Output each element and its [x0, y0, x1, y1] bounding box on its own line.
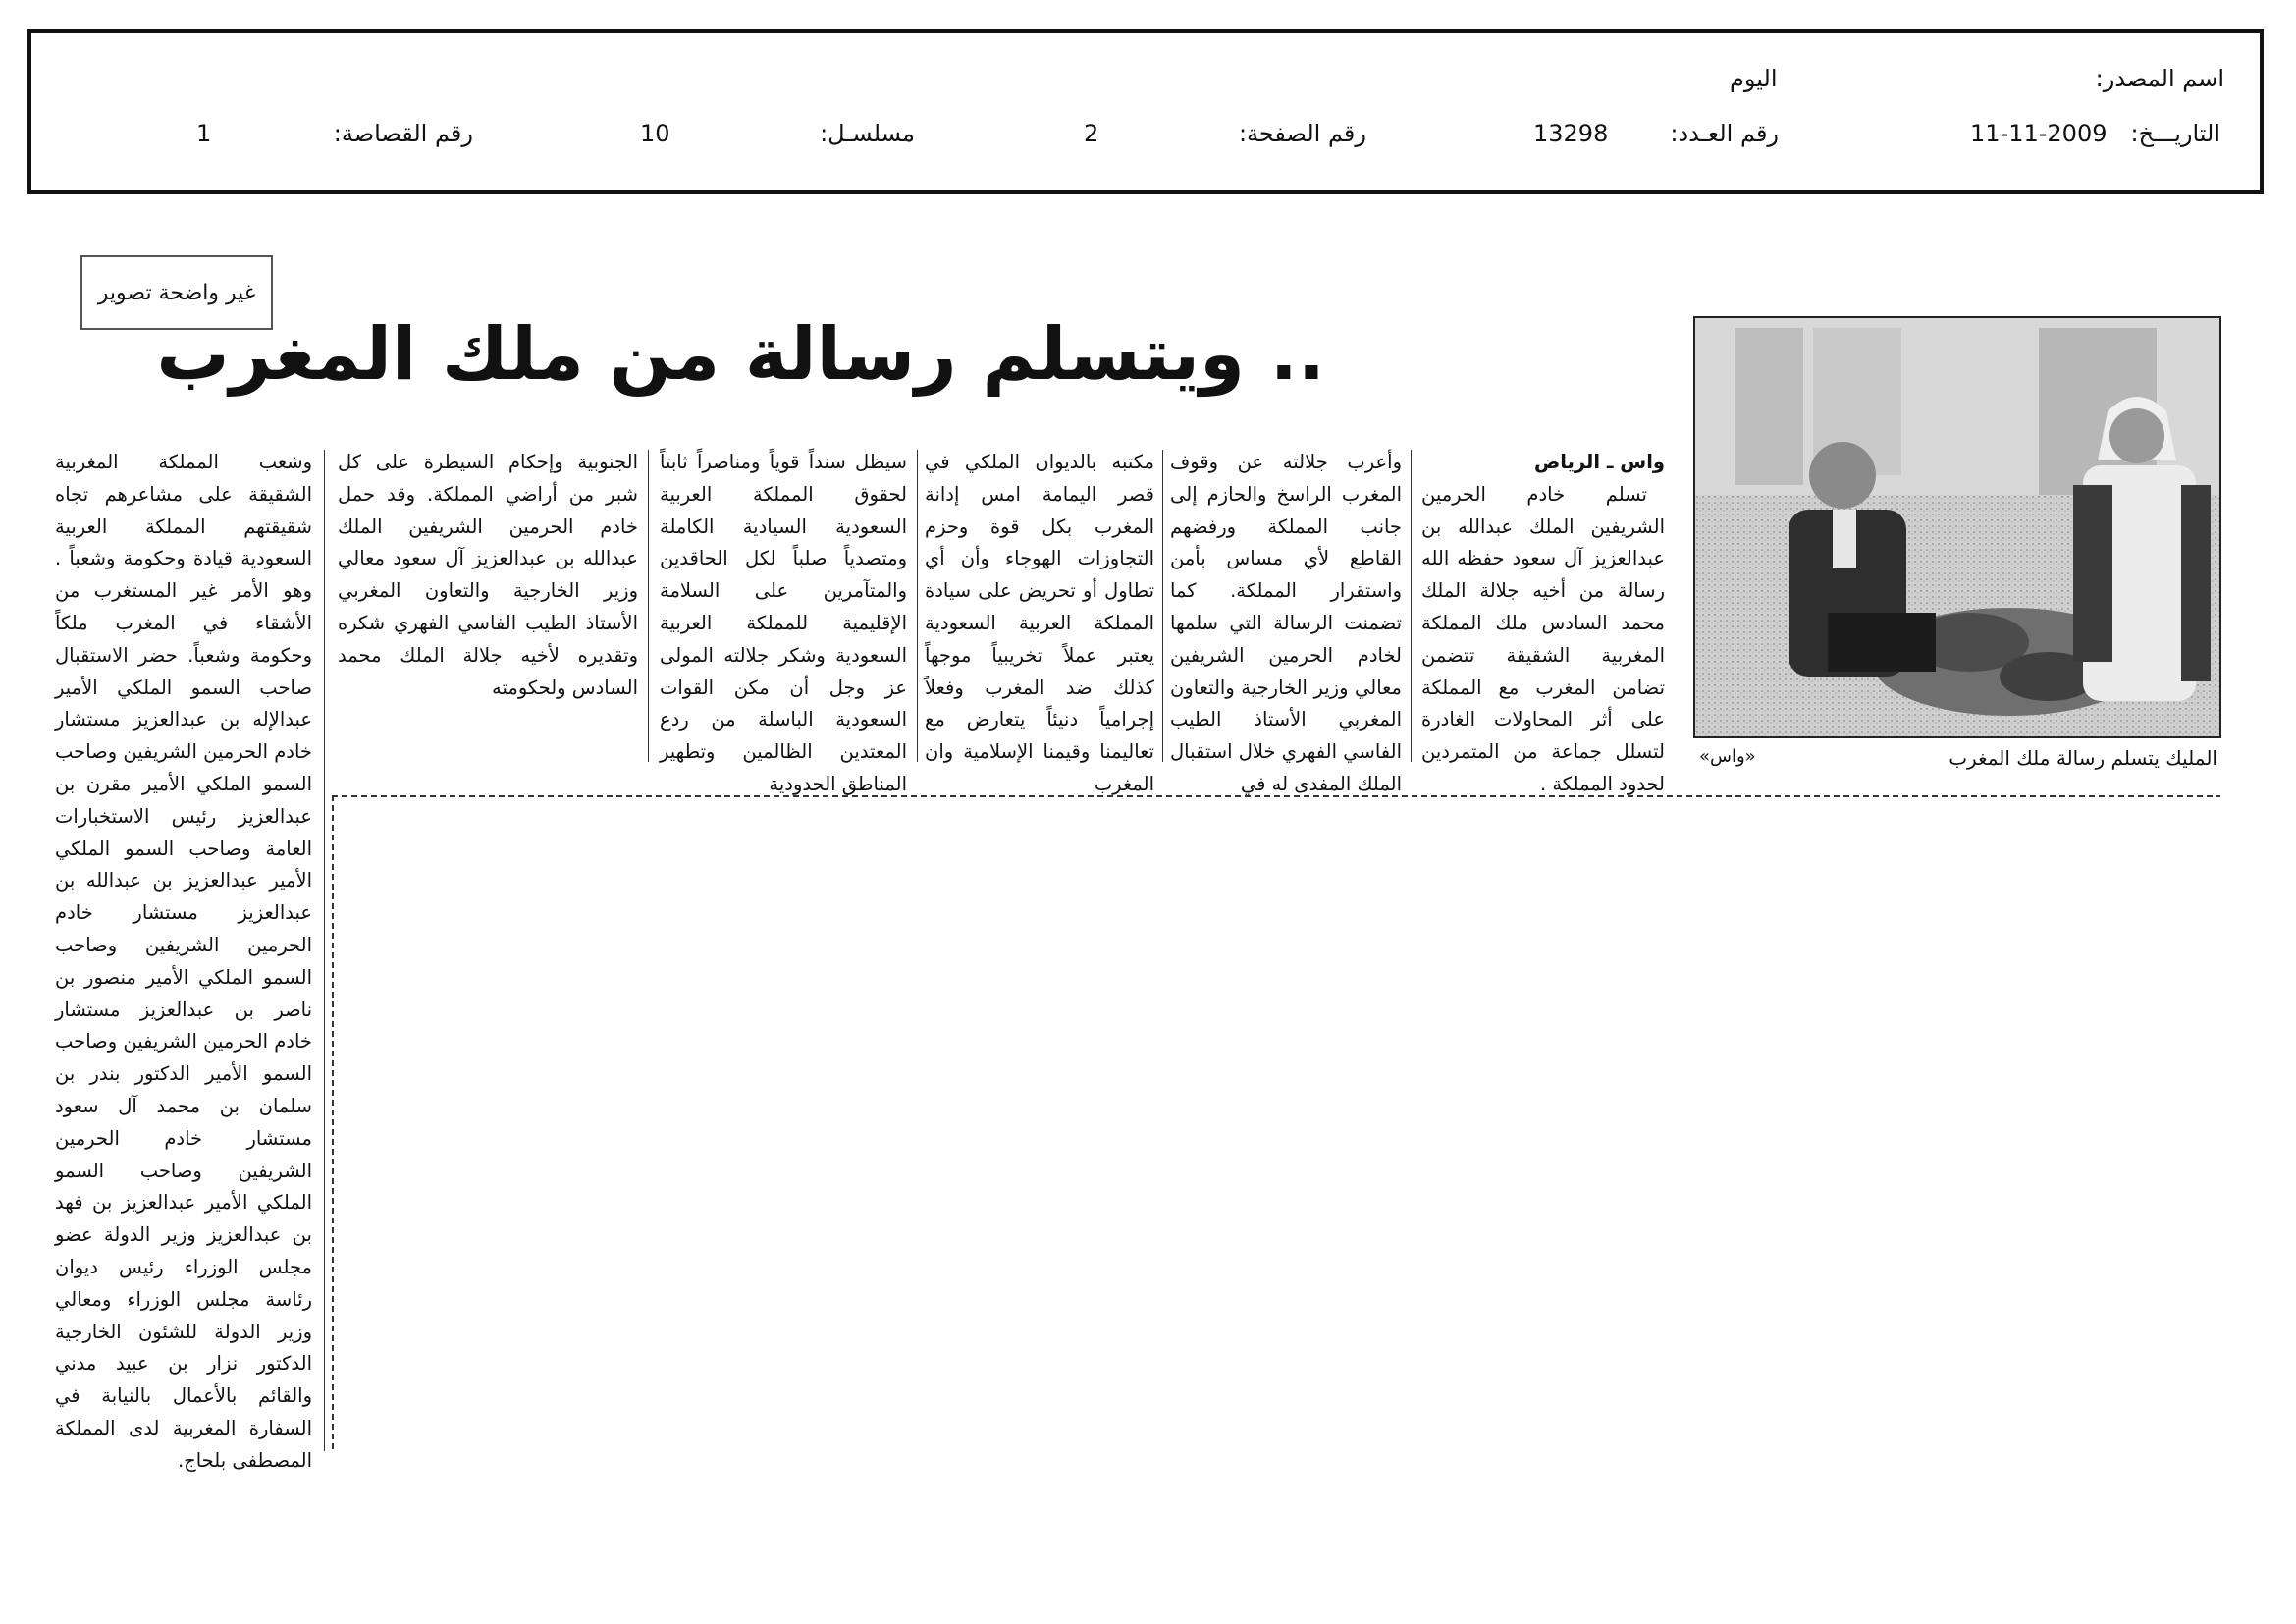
photo-caption: المليك يتسلم رسالة ملك المغرب [1949, 746, 2217, 770]
column-1-text: تسلم خادم الحرمين الشريفين الملك عبدالله بن عبدالعزيز آل سعود حفظه الله رسالة من أخيه جلالة الملك محمد السادس ملك المملكة المغربية الشقيقة تتضمن تضامن المغرب مع المملكة على أثر المحاولات الغادرة لتسلل جماعة من المتمردين لحدود المملكة . [1421, 482, 1665, 795]
article-dateline: واس ـ الرياض [1534, 451, 1665, 473]
article-headline: .. ويتسلم رسالة من ملك المغرب [156, 312, 1325, 397]
date-label: التاريـــخ: [2130, 120, 2220, 147]
page-value: 2 [1084, 120, 1099, 147]
column-divider [324, 450, 325, 1451]
article-column-4 [660, 447, 907, 801]
column-2-text: وأعرب جلالته عن وقوف المغرب الراسخ والحازم إلى جانب المملكة ورفضهم القاطع لأي مساس بأمن واستقرار المملكة. كما تضمنت الرسالة التي سلمها لخادم الحرمين الشريفين معالي وزير الخارجية والتعاون المغربي الأستاذ الطيب الفاسي الفهري خلال استقبال الملك المفدى له في [1170, 451, 1402, 795]
column-divider [1162, 450, 1163, 762]
column-divider [648, 450, 649, 762]
unclear-copy-stamp: غير واضحة تصوير [80, 255, 273, 330]
issue-value: 13298 [1533, 120, 1609, 147]
photo-illustration [1695, 318, 2221, 738]
article-column-3 [925, 447, 1154, 801]
article-photo [1693, 316, 2221, 738]
column-5-text: الجنوبية وإحكام السيطرة على كل شبر من أراضي المملكة. وقد حمل خادم الحرمين الشريفين الملك عبدالله بن عبدالعزيز آل سعود معالي وزير الخارجية والتعاون المغربي الأستاذ الطيب الفاسي الفهري شكره وتقديره لأخيه جلالة الملك محمد السادس ولحكومته [338, 451, 638, 699]
column-4-text: سيظل سنداً قوياً ومناصراً ثابتاً لحقوق المملكة العربية السعودية السيادية الكاملة ومتصدياً صلباً لكل الحاقدين والمتآمرين على السلامة الإقليمية للمملكة العربية السعودية وشكر جلالته المولى عز وجل أن مكن القوات السعودية الباسلة من ردع المعتدين الظالمين وتطهير المناطق الحدودية [660, 451, 907, 795]
column-3-text: مكتبه بالديوان الملكي في قصر اليمامة امس إدانة المغرب بكل قوة وحزم التجاوزات الهوجاء وأن أي تطاول أو تحريض على سيادة المملكة العربية السعودية يعتبر عملاً تخريبياً موجهاً كذلك ضد المغرب وفعلاً إجرامياً دنيئاً يتعارض مع تعاليمنا وقيمنا الإسلامية وان المغرب [925, 451, 1154, 795]
photo-credit: «واس» [1699, 746, 1756, 767]
article-column-6 [55, 447, 312, 1478]
column-divider [917, 450, 918, 762]
issue-label: رقم العـدد: [1670, 120, 1779, 147]
source-value: اليوم [1730, 65, 1778, 92]
page-label: رقم الصفحة: [1238, 120, 1366, 147]
column-6-text: وشعب المملكة المغربية الشقيقة على مشاعرهم تجاه شقيقتهم المملكة العربية السعودية قيادة وحكومة وشعباً . وهو الأمر غير المستغرب من الأشقاء في المغرب ملكاً وحكومة وشعباً. حضر الاستقبال صاحب السمو الملكي الأمير عبدالإله بن عبدالعزيز مستشار خادم الحرمين الشريفين وصاحب السمو الملكي الأمير مقرن بن عبدالعزيز رئيس الاستخبارات العامة وصاحب السمو الملكي الأمير عبدالعزيز بن عبدالله بن عبدالعزيز مستشار خادم الحرمين الشريفين وصاحب السمو الملكي الأمير منصور بن ناصر بن عبدالعزيز مستشار خادم الحرمين الشريفين وصاحب السمو الأمير الدكتور بندر بن سلمان بن محمد آل سعود مستشار خادم الحرمين الشريفين وصاحب السمو الملكي الأمير عبدالعزيز بن فهد بن عبدالعزيز وزير الدولة عضو مجلس الوزراء رئيس ديوان رئاسة مجلس الوزراء ومعالي وزير الدولة للشئون الخارجية الدكتور نزار بن عبيد مدني والقائم بالأعمال بالنيابة في السفارة المغربية لدى المملكة المصطفى بلحاج. [55, 451, 312, 1472]
serial-value: 10 [640, 120, 670, 147]
clip-label: رقم القصاصة: [333, 120, 473, 147]
article-column-5 [338, 447, 638, 704]
serial-label: مسلسـل: [820, 120, 915, 147]
clip-value: 1 [196, 120, 212, 147]
article-column-2 [1170, 447, 1402, 801]
article-column-1 [1421, 447, 1665, 801]
layout-frame-left [332, 795, 334, 1451]
column-divider [1411, 450, 1412, 762]
header-box [27, 29, 2264, 194]
source-label: اسم المصدر: [2095, 65, 2224, 92]
date-value: 11-11-2009 [1970, 120, 2108, 147]
